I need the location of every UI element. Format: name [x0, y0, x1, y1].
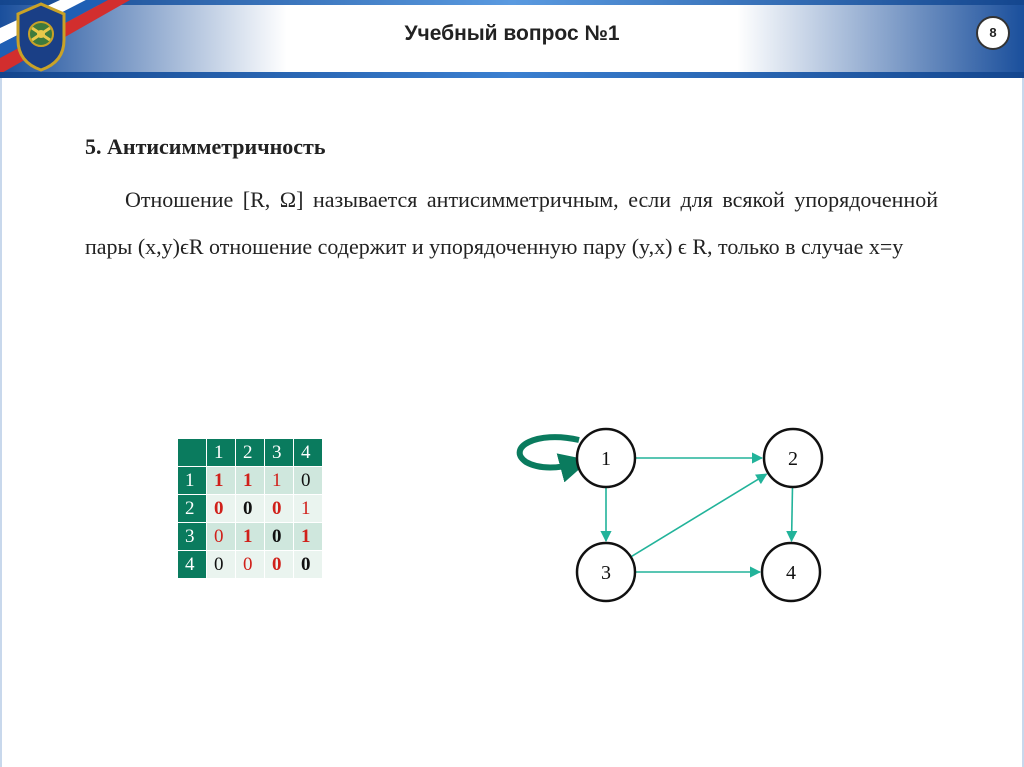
matrix-column-header: 3 [265, 439, 294, 467]
matrix-row [178, 467, 323, 495]
matrix-cell: 0 [265, 551, 294, 579]
matrix-cell: 0 [294, 467, 323, 495]
section-heading: 5. Антисимметричность [85, 134, 326, 159]
graph-node-label: 3 [601, 562, 611, 584]
matrix-column-header: 1 [207, 439, 236, 467]
matrix-cell: 1 [294, 495, 323, 523]
matrix-row [178, 523, 323, 551]
matrix-row-header: 3 [178, 523, 207, 551]
header-band-bottom [0, 72, 1024, 78]
matrix-cell: 1 [207, 467, 236, 495]
graph-node-label: 4 [786, 562, 796, 584]
slide-header [0, 0, 1024, 78]
matrix-cell: 0 [265, 495, 294, 523]
matrix-row-header: 4 [178, 551, 207, 579]
matrix-cell: 1 [236, 523, 265, 551]
matrix-cell: 1 [294, 523, 323, 551]
matrix-cell: 0 [236, 495, 265, 523]
matrix-cell: 0 [207, 551, 236, 579]
left-border [0, 78, 2, 767]
matrix-cell: 0 [207, 523, 236, 551]
matrix-header-row [178, 439, 323, 467]
matrix-row [178, 495, 323, 523]
definition-paragraph: Отношение [R, Ω] называется антисимметричным, если для всякой упорядоченной пары (x,y)ϵR отношение содержит и упорядоченную пару (y,x) ϵ R, только в случае x=y [85, 187, 938, 259]
matrix-row-header: 1 [178, 467, 207, 495]
header-band-top [0, 0, 1024, 5]
graph-edge-2-4 [792, 487, 793, 541]
slide-title: Учебный вопрос №1 [404, 22, 620, 45]
relation-graph [500, 410, 840, 620]
matrix-column-header: 2 [236, 439, 265, 467]
matrix-cell: 1 [236, 467, 265, 495]
graph-node-label: 2 [788, 448, 798, 470]
graph-node-label: 1 [601, 448, 611, 470]
matrix-cell: 0 [294, 551, 323, 579]
relation-matrix [177, 438, 323, 579]
matrix-row [178, 551, 323, 579]
matrix-cell: 0 [207, 495, 236, 523]
matrix-column-header: 4 [294, 439, 323, 467]
graph-edge-3-2 [631, 474, 767, 557]
matrix-cell: 1 [265, 467, 294, 495]
matrix-cell: 0 [236, 551, 265, 579]
matrix-corner-cell [178, 439, 207, 467]
matrix-cell: 0 [265, 523, 294, 551]
page-number-badge: 8 [976, 16, 1010, 50]
matrix-row-header: 2 [178, 495, 207, 523]
graph-loop-edge-1 [520, 437, 579, 467]
